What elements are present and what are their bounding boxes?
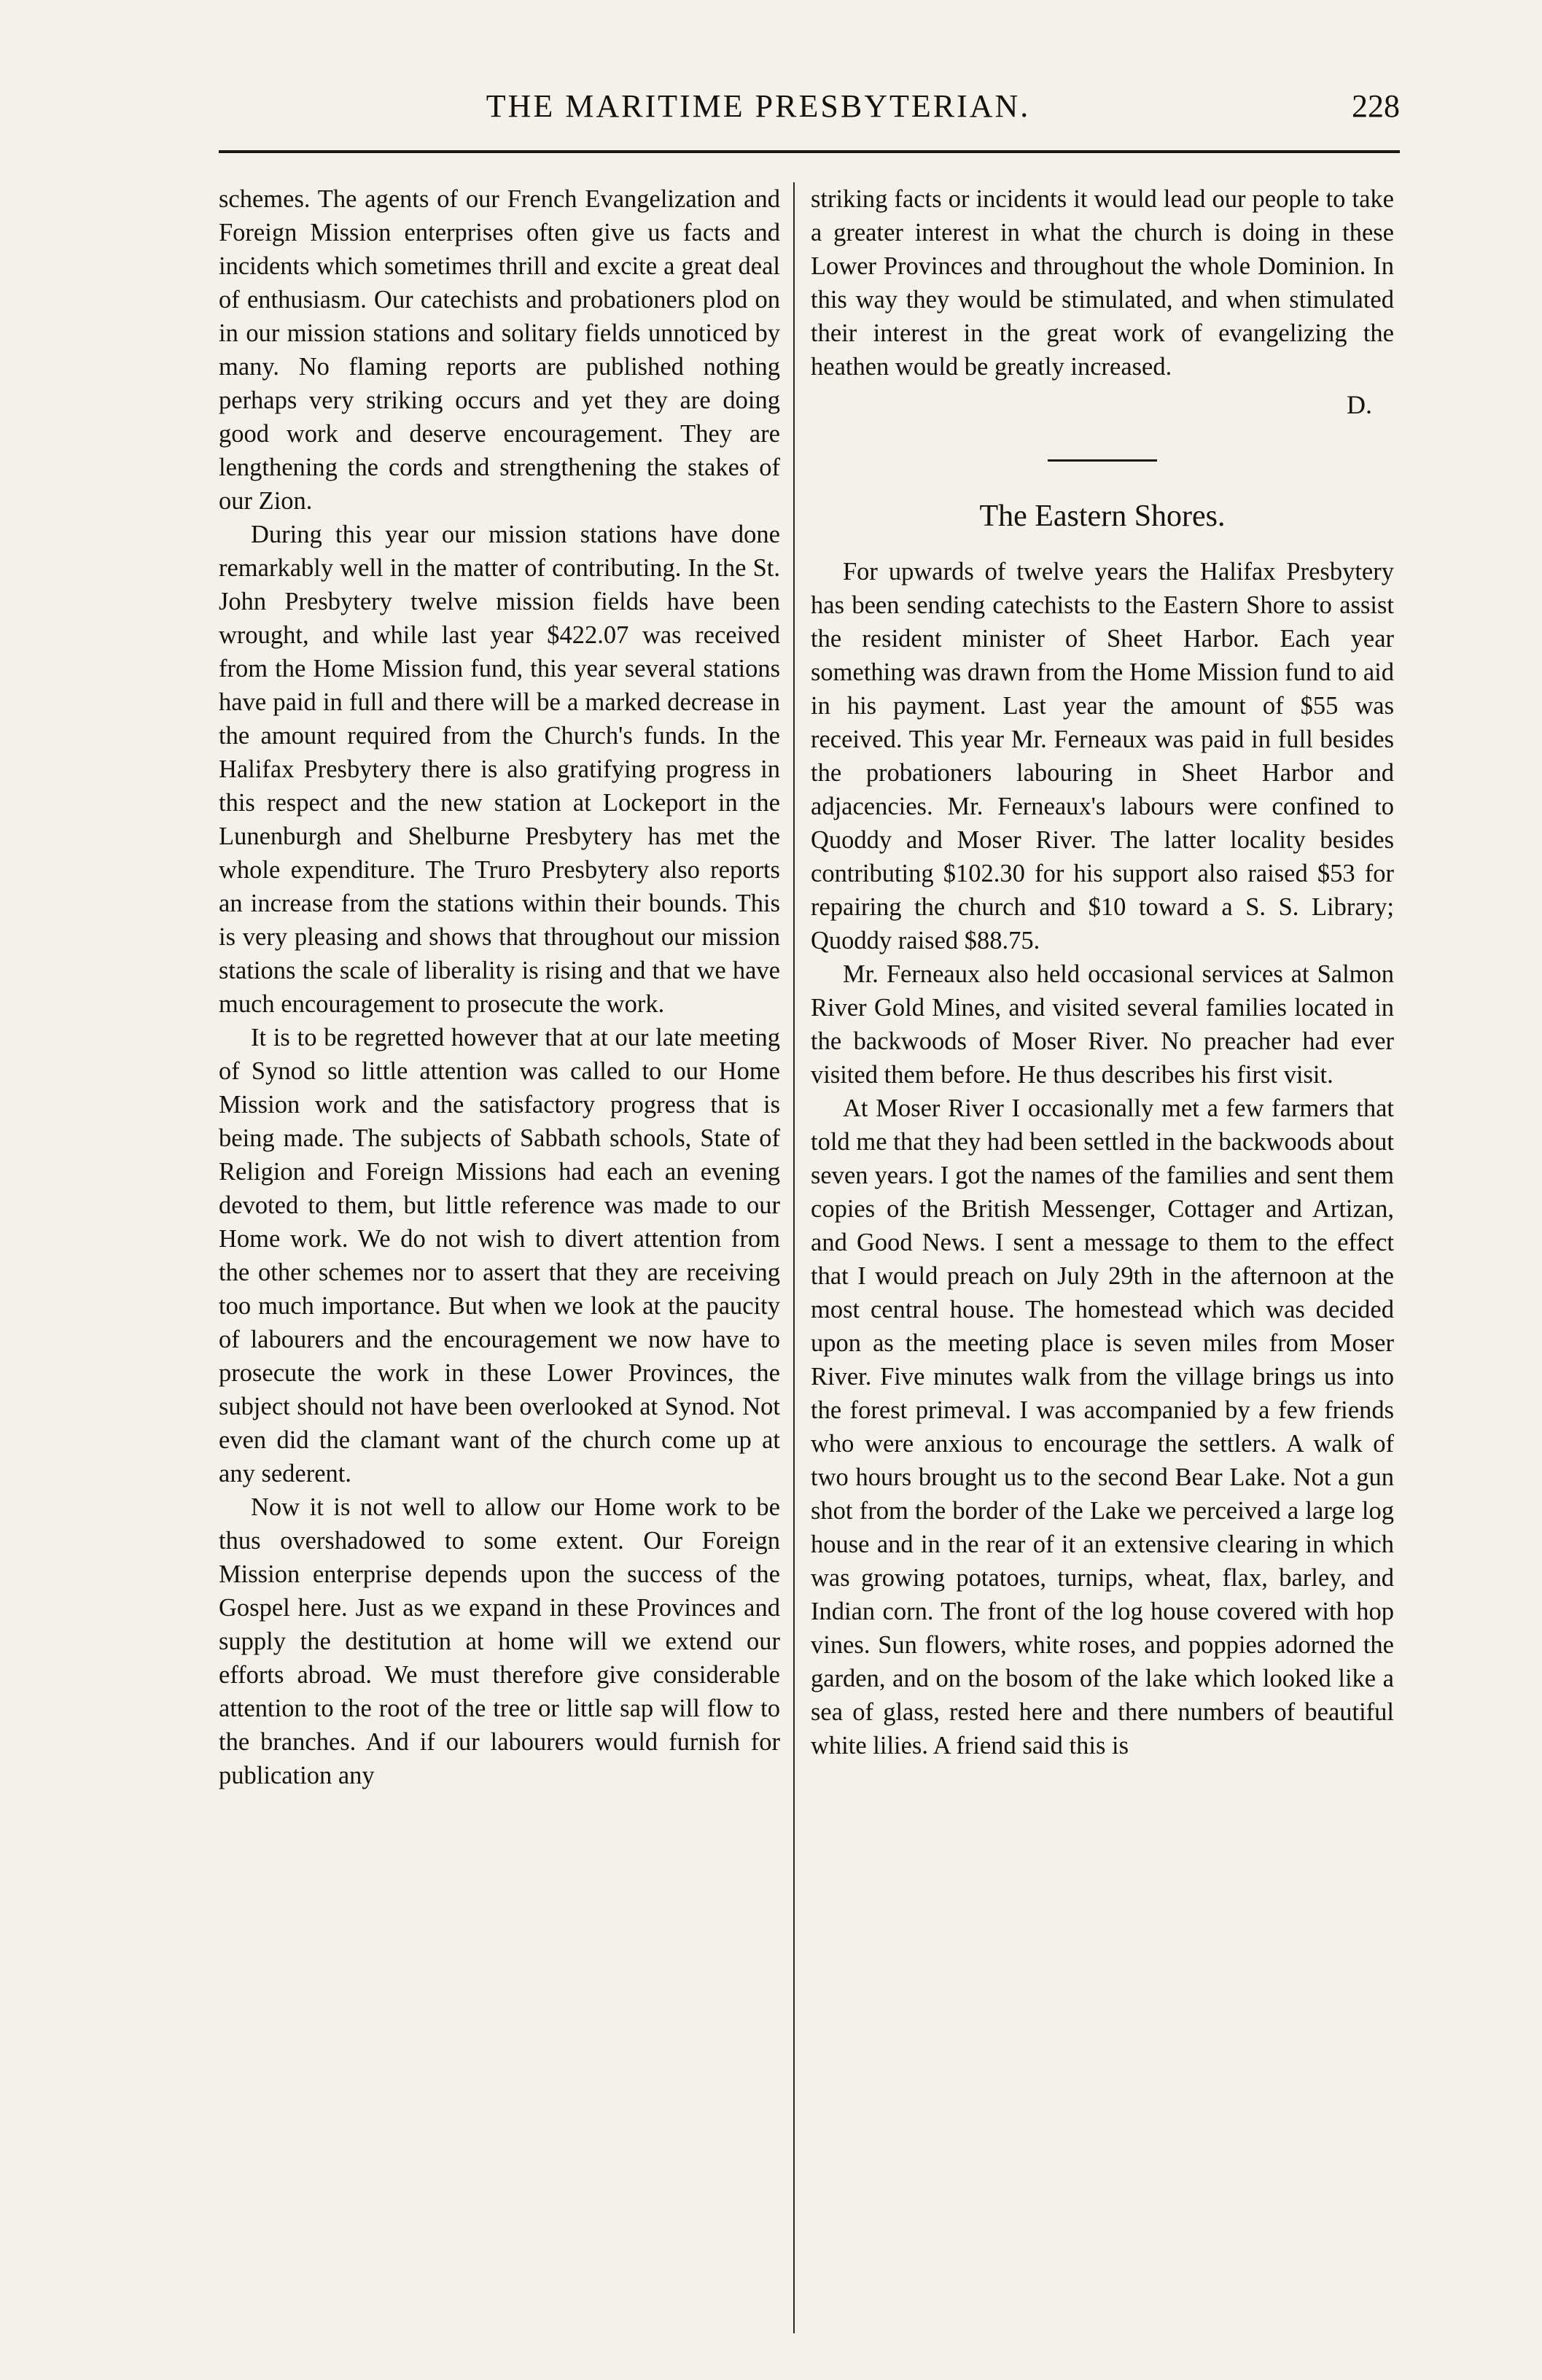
header-rule <box>219 150 1400 153</box>
left-paragraph-3: It is to be regretted however that at our late meeting of Synod so little attention was called to our Home Mission work and the satisfactory progress that is being made. The subjects of Sabbath schools, State of Religion and Foreign Missions had each an evening devoted to them, but little reference was made to our Home work. We do not wish to divert attention from the other schemes nor to assert that they are receiving too much importance. But when we look at the paucity of labourers and the encouragement we now have to prosecute the work in these Lower Provinces, the subject should not have been overlooked at Synod. Not even did the clamant want of the church come up at any sederent. <box>219 1024 780 1488</box>
journal-title: THE MARITIME PRESBYTERIAN. <box>486 88 1031 124</box>
left-paragraph-2: During this year our mission stations have done remarkably well in the matter of contributing. In the St. John Presbytery twelve mission fields have been wrought, and while last year $422.07 was received from the Home Mission fund, this year several stations have paid in full and there will be a marked decrease in the amount required from the Church's funds. In the Halifax Presbytery there is also gratifying progress in this respect and the new station at Lockeport in the Lunenburgh and Shelburne Presbytery has met the whole expenditure. The Truro Presbytery also reports an increase from the stations within their bounds. This is very pleasing and shows that throughout our mission stations the scale of liberality is rising and that we have much encouragement to prosecute the work. <box>219 521 780 1018</box>
right-paragraph-1: For upwards of twelve years the Halifax Presbytery has been sending catechists to the Eastern Shore to assist the resident minister of Sheet Harbor. Each year something was drawn from the Home Mission fund to aid in his payment. Last year the amount of $55 was received. This year Mr. Ferneaux was paid in full besides the probationers labouring in Sheet Harbor and adjacencies. Mr. Ferneaux's labours were confined to Quoddy and Moser River. The latter locality besides contributing $102.30 for his support also raised $53 for repairing the church and $10 toward a S. S. Library; Quoddy raised $88.75. <box>811 558 1394 954</box>
article-signature: D. <box>1347 390 1372 419</box>
left-paragraph-4: Now it is not well to allow our Home work to be thus overshadowed to some extent. Our Foreign Mission enterprise depends upon the success of the Gospel here. Just as we expand in these Provinces and supply the destitution at home will we extend our efforts abroad. We must therefore give considerable attention to the root of the tree or little sap will flow to the branches. And if our labourers would furnish for publication any <box>219 1493 780 1789</box>
left-paragraph-1: schemes. The agents of our French Evangelization and Foreign Mission enterprises often give us facts and incidents which sometimes thrill and excite a great deal of enthusiasm. Our catechists and probationers plod on in our mission stations and solitary fields unnoticed by many. No flaming reports are published nothing perhaps very striking occurs and yet they are doing good work and deserve encouragement. They are lengthening the cords and strengthening the stakes of our Zion. <box>219 185 780 515</box>
page-number: 228 <box>1352 88 1400 124</box>
running-head <box>219 88 1400 131</box>
section-divider-rule <box>1048 459 1157 462</box>
right-paragraph-2: Mr. Ferneaux also held occasional services at Salmon River Gold Mines, and visited several families located in the backwoods of Moser River. No preacher had ever visited them before. He thus describes his first visit. <box>811 960 1394 1089</box>
right-column <box>811 182 1394 1762</box>
section-title: The Eastern Shores. <box>979 499 1226 533</box>
right-paragraph-3: At Moser River I occasionally met a few farmers that told me that they had been settled in the backwoods about seven years. I got the names of the families and sent them copies of the British Messenger, Cottager and Artizan, and Good News. I sent a message to them to the effect that I would preach on July 29th in the afternoon at the most central house. The homestead which was decided upon as the meeting place is seven miles from Moser River. Five minutes walk from the village brings us into the forest primeval. I was accompanied by a few friends who were anxious to encourage the settlers. A walk of two hours brought us to the second Bear Lake. Not a gun shot from the border of the Lake we perceived a large log house and in the rear of it an extensive clearing in which was growing potatoes, turnips, wheat, flax, barley, and Indian corn. The front of the log house covered with hop vines. Sun flowers, white roses, and poppies adorned the garden, and on the bosom of the lake which looked like a sea of glass, rested here and there numbers of beautiful white lilies. A friend said this is <box>811 1094 1394 1759</box>
left-column <box>219 182 780 1792</box>
right-continuation-paragraph: striking facts or incidents it would lead our people to take a greater interest in what the church is doing in these Lower Provinces and throughout the whole Dominion. In this way they would be stimulated, and when stimulated their interest in the great work of evangelizing the heathen would be greatly increased. <box>811 185 1394 381</box>
column-divider <box>793 182 795 2333</box>
